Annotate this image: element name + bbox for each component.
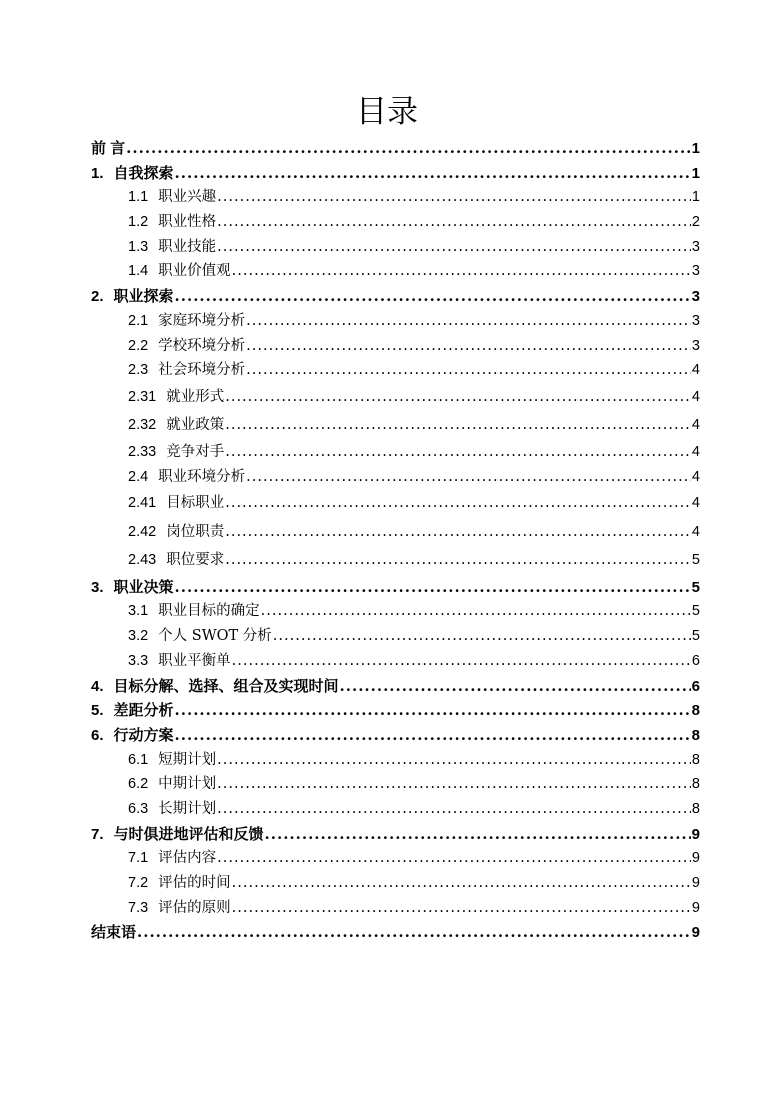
toc-entry-text: 长期计划 <box>158 800 217 817</box>
toc-entry[interactable] <box>91 358 700 383</box>
toc-page-number: 9 <box>691 924 700 942</box>
dot-leader <box>265 822 691 847</box>
dot-leader <box>225 440 691 465</box>
table-of-contents <box>91 136 700 945</box>
toc-entry-text: 职业探索 <box>113 288 174 306</box>
toc-entry-label <box>128 465 245 490</box>
toc-page-number: 4 <box>691 495 700 512</box>
dot-leader <box>175 284 691 309</box>
toc-entry-label <box>128 599 260 624</box>
toc-page-number: 4 <box>691 362 700 379</box>
toc-page-number: 1 <box>691 189 700 206</box>
toc-page-number: 6 <box>691 652 700 669</box>
dot-leader <box>246 309 691 334</box>
toc-entry[interactable] <box>91 624 700 649</box>
toc-entry-number: 6. <box>91 726 104 744</box>
toc-page-number: 4 <box>691 523 700 540</box>
toc-entry-text: 短期计划 <box>158 751 217 768</box>
toc-entry-label <box>128 772 216 797</box>
dot-leader <box>340 674 691 699</box>
toc-entry[interactable] <box>91 649 700 674</box>
toc-entry[interactable] <box>91 698 700 723</box>
toc-entry-text: 竞争对手 <box>166 443 225 460</box>
dot-leader <box>225 383 691 412</box>
dot-leader <box>217 772 691 797</box>
toc-entry-number: 2.2 <box>128 337 149 354</box>
toc-entry-text: 评估的原则 <box>158 899 231 916</box>
toc-entry-number: 2.43 <box>128 552 157 569</box>
dot-leader <box>246 358 691 383</box>
toc-entry-number: 1.4 <box>128 263 149 280</box>
toc-entry-number: 1.1 <box>128 189 149 206</box>
toc-page-number: 3 <box>691 337 700 354</box>
dot-leader <box>137 920 691 945</box>
toc-entry-number: 3. <box>91 578 104 596</box>
toc-entry[interactable] <box>91 822 700 847</box>
toc-page-number: 9 <box>691 875 700 891</box>
toc-entry-label <box>128 871 231 896</box>
toc-entry[interactable] <box>91 161 700 186</box>
toc-entry-number: 2.32 <box>128 417 157 434</box>
toc-entry-label <box>91 285 174 310</box>
toc-page-number: 5 <box>691 552 700 569</box>
toc-page-number: 3 <box>691 288 700 306</box>
toc-entry-text: 自我探索 <box>113 164 174 182</box>
toc-entry-text: 评估内容 <box>158 850 217 867</box>
toc-entry-label <box>91 576 174 601</box>
dot-leader <box>217 797 691 822</box>
toc-entry[interactable] <box>91 309 700 334</box>
toc-entry[interactable] <box>91 136 700 161</box>
toc-entry-text: 职业价值观 <box>158 263 231 280</box>
toc-entry[interactable] <box>91 599 700 624</box>
toc-entry-text: 岗位职责 <box>166 523 225 540</box>
toc-entry-label <box>128 259 231 284</box>
toc-entry-label <box>128 896 231 921</box>
toc-entry[interactable] <box>91 185 700 210</box>
dot-leader <box>175 698 691 723</box>
toc-entry-label <box>128 489 224 518</box>
toc-entry-number: 3.2 <box>128 628 149 645</box>
dot-leader <box>217 235 691 260</box>
toc-entry-label <box>128 624 272 649</box>
toc-entry[interactable] <box>91 489 700 518</box>
toc-entry[interactable] <box>91 797 700 822</box>
toc-page-number: 8 <box>691 776 700 793</box>
toc-entry-label <box>128 235 216 260</box>
toc-page-number: 8 <box>691 800 700 817</box>
toc-entry[interactable] <box>91 772 700 797</box>
toc-entry[interactable] <box>91 575 700 600</box>
toc-entry-number: 4. <box>91 677 104 695</box>
toc-entry-label <box>128 358 245 383</box>
toc-page-number: 4 <box>691 388 700 405</box>
toc-title: 目录 <box>356 94 418 130</box>
dot-leader <box>246 334 691 359</box>
toc-entry-label <box>128 383 224 412</box>
toc-page-number: 5 <box>691 578 700 596</box>
toc-entry-label <box>128 185 216 210</box>
toc-page-number: 9 <box>691 850 700 867</box>
toc-page-number: 3 <box>691 263 700 280</box>
toc-entry-label <box>128 846 216 871</box>
toc-entry-label <box>91 823 264 848</box>
toc-entry-label <box>91 137 125 162</box>
toc-entry-label <box>128 797 216 822</box>
toc-entry-text: 学校环境分析 <box>158 337 246 354</box>
toc-entry[interactable] <box>91 920 700 945</box>
toc-entry-number: 2.31 <box>128 388 157 405</box>
toc-entry-text: 职业平衡单 <box>158 652 231 669</box>
toc-entry[interactable] <box>91 896 700 921</box>
toc-page-number: 2 <box>691 214 700 231</box>
toc-entry-label <box>91 699 174 724</box>
toc-entry-label <box>91 675 339 700</box>
dot-leader <box>225 518 691 547</box>
toc-page-number: 1 <box>691 140 700 157</box>
toc-entry-text: 就业政策 <box>166 417 225 434</box>
toc-entry-number: 1. <box>91 164 104 182</box>
toc-entry-text: 中期计划 <box>158 776 217 793</box>
toc-entry-label <box>91 724 174 749</box>
toc-entry-text: 前 言 <box>91 140 126 157</box>
toc-entry-number: 2.33 <box>128 443 157 460</box>
toc-entry-text: 职业环境分析 <box>158 468 246 485</box>
toc-page-number: 6 <box>691 677 700 695</box>
toc-entry[interactable] <box>91 518 700 547</box>
toc-entry[interactable] <box>91 465 700 490</box>
dot-leader <box>261 599 691 624</box>
toc-entry-text: 职位要求 <box>166 552 225 569</box>
toc-entry[interactable] <box>91 334 700 359</box>
toc-entry-text: 结束语 <box>91 924 137 942</box>
toc-entry-label <box>128 309 245 334</box>
toc-entry-number: 2.42 <box>128 523 157 540</box>
toc-entry[interactable] <box>91 284 700 309</box>
toc-page-number: 9 <box>691 899 700 916</box>
toc-page-number: 4 <box>691 417 700 434</box>
toc-page-number: 4 <box>691 468 700 485</box>
toc-entry-text: 目标分解、选择、组合及实现时间 <box>113 677 339 695</box>
toc-entry-number: 2.41 <box>128 495 157 512</box>
toc-entry-text: 职业性格 <box>158 214 217 231</box>
toc-entry[interactable] <box>91 235 700 260</box>
toc-entry-text: 职业兴趣 <box>158 189 217 206</box>
dot-leader <box>175 575 691 600</box>
toc-entry-text: 社会环境分析 <box>158 362 246 379</box>
toc-entry-label <box>128 748 216 773</box>
dot-leader <box>273 624 691 649</box>
toc-entry[interactable] <box>91 748 700 773</box>
toc-entry-text: 职业目标的确定 <box>158 603 260 620</box>
dot-leader <box>232 649 691 674</box>
toc-page-number: 1 <box>691 164 700 182</box>
toc-entry-number: 7.1 <box>128 850 149 867</box>
toc-page-number: 8 <box>691 726 700 744</box>
dot-leader <box>217 210 691 235</box>
toc-entry-number: 3.3 <box>128 652 149 669</box>
toc-entry-label <box>128 649 231 674</box>
toc-entry-label <box>91 162 174 187</box>
toc-entry-number: 7.3 <box>128 899 149 916</box>
toc-entry-text: 差距分析 <box>113 702 174 720</box>
toc-entry-number: 1.2 <box>128 214 149 231</box>
toc-entry-text: 目标职业 <box>166 495 225 512</box>
toc-entry[interactable] <box>91 210 700 235</box>
toc-page-number: 3 <box>691 238 700 255</box>
dot-leader <box>232 871 691 896</box>
toc-entry-label <box>128 518 224 547</box>
toc-entry-text: 与时俱进地评估和反馈 <box>113 825 264 843</box>
toc-entry-label <box>128 411 224 440</box>
toc-page-number: 8 <box>691 751 700 768</box>
toc-entry-text: 家庭环境分析 <box>158 312 246 329</box>
dot-leader <box>217 846 691 871</box>
toc-entry-number: 5. <box>91 702 104 720</box>
dot-leader <box>217 185 691 210</box>
toc-entry-number: 6.2 <box>128 776 149 793</box>
toc-entry-text: 职业决策 <box>113 578 174 596</box>
toc-entry[interactable] <box>91 259 700 284</box>
toc-entry-number: 1.3 <box>128 238 149 255</box>
dot-leader <box>225 489 691 518</box>
toc-entry-label <box>128 546 224 575</box>
toc-page-number: 3 <box>691 312 700 329</box>
toc-entry-text: 就业形式 <box>166 388 225 405</box>
toc-entry[interactable] <box>91 871 700 896</box>
dot-leader <box>217 748 691 773</box>
toc-entry-text: 个人 SWOT 分析 <box>158 628 272 645</box>
toc-page-number: 4 <box>691 443 700 460</box>
toc-entry[interactable] <box>91 440 700 465</box>
toc-entry[interactable] <box>91 846 700 871</box>
toc-entry-text: 职业技能 <box>158 238 217 255</box>
toc-entry-number: 2.4 <box>128 468 149 485</box>
toc-page-number: 9 <box>691 825 700 843</box>
dot-leader <box>175 161 691 186</box>
toc-entry[interactable] <box>91 383 700 412</box>
toc-entry[interactable] <box>91 411 700 440</box>
dot-leader <box>232 896 691 921</box>
dot-leader <box>225 411 691 440</box>
toc-entry-number: 2.3 <box>128 362 149 379</box>
dot-leader <box>126 136 690 161</box>
toc-entry-number: 3.1 <box>128 603 149 620</box>
dot-leader <box>246 465 691 490</box>
toc-entry-number: 7. <box>91 825 104 843</box>
toc-entry-number: 6.3 <box>128 800 149 817</box>
toc-entry-label <box>128 334 245 359</box>
toc-entry-text: 行动方案 <box>113 726 174 744</box>
toc-entry-number: 2. <box>91 288 104 306</box>
toc-entry-text: 评估的时间 <box>158 875 231 891</box>
toc-entry-label <box>128 210 216 235</box>
dot-leader <box>225 546 691 575</box>
toc-page-number: 8 <box>691 702 700 720</box>
toc-entry-number: 7.2 <box>128 875 149 891</box>
toc-entry-label <box>91 921 136 946</box>
toc-entry[interactable] <box>91 674 700 699</box>
dot-leader <box>175 723 691 748</box>
dot-leader <box>232 259 691 284</box>
toc-entry-number: 2.1 <box>128 312 149 329</box>
toc-entry-label <box>128 440 224 465</box>
toc-page-number: 5 <box>691 603 700 620</box>
toc-page-number: 5 <box>691 628 700 645</box>
toc-entry[interactable] <box>91 546 700 575</box>
toc-entry-number: 6.1 <box>128 751 149 768</box>
toc-entry[interactable] <box>91 723 700 748</box>
